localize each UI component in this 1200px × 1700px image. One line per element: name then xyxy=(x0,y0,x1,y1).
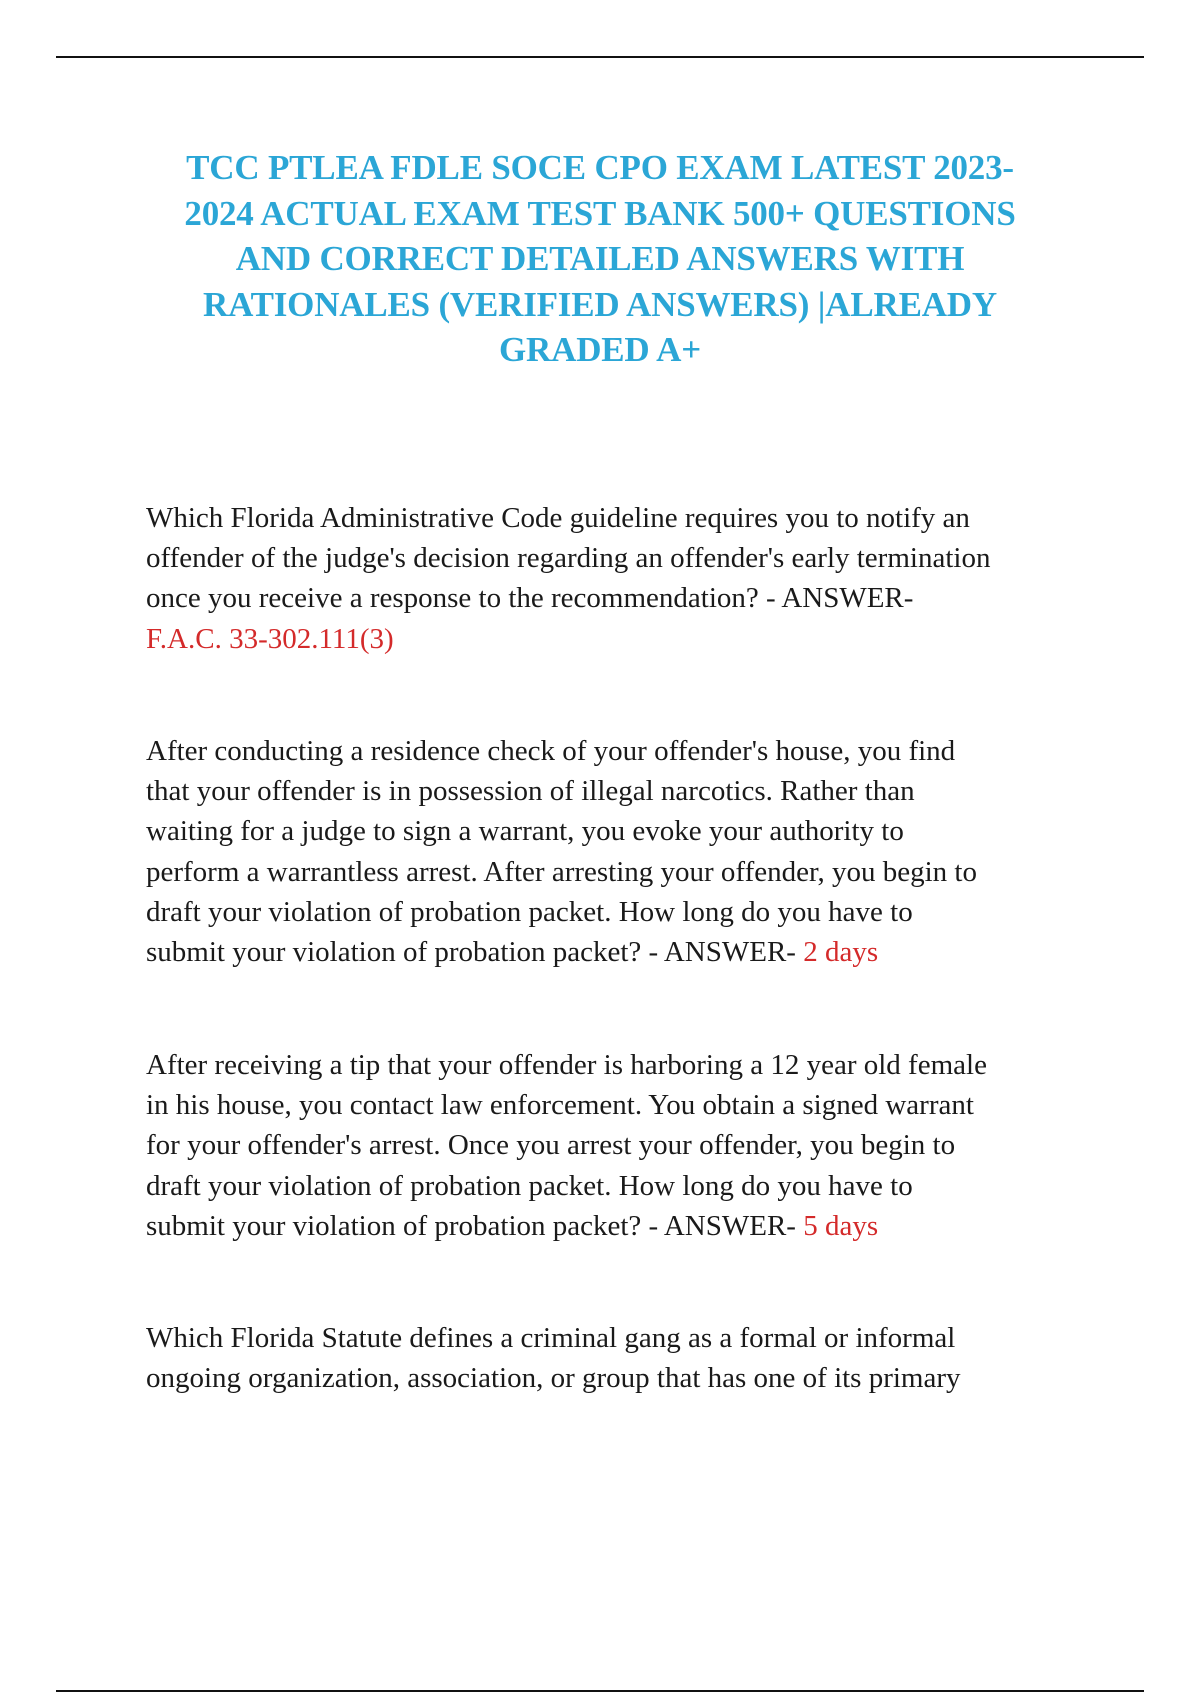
title-line-4: RATIONALES (VERIFIED ANSWERS) |ALREADY xyxy=(203,284,997,324)
question-1-line-2: offender of the judge's decision regarding an offender's early termination xyxy=(146,542,991,575)
question-4-line-2: ongoing organization, association, or group that has one of its primary xyxy=(146,1362,961,1395)
document-title xyxy=(130,145,1070,373)
title-line-5: GRADED A+ xyxy=(499,330,701,369)
question-2 xyxy=(146,731,1096,972)
answer-2: 2 days xyxy=(803,936,879,969)
question-2-line-5: draft your violation of probation packet. How long do you have to xyxy=(146,895,913,928)
question-2-line-2: that your offender is in possession of illegal narcotics. Rather than xyxy=(146,775,915,808)
bottom-rule xyxy=(56,1690,1144,1692)
question-1 xyxy=(146,498,1096,659)
question-2-line-4: perform a warrantless arrest. After arresting your offender, you begin to xyxy=(146,855,977,888)
title-line-2: 2024 ACTUAL EXAM TEST BANK 500+ QUESTIONS xyxy=(184,193,1016,233)
question-2-line-6: submit your violation of probation packet? - ANSWER- xyxy=(146,936,804,969)
question-2-line-1: After conducting a residence check of your offender's house, you find xyxy=(146,735,956,767)
question-3-line-4: draft your violation of probation packet. How long do you have to xyxy=(146,1169,913,1202)
question-1-line-3: once you receive a response to the recommendation? - ANSWER- xyxy=(146,582,914,615)
top-rule xyxy=(56,56,1144,58)
question-4-line-1: Which Florida Statute defines a criminal gang as a formal or informal xyxy=(146,1322,956,1354)
question-3 xyxy=(146,1045,1096,1246)
answer-3: 5 days xyxy=(803,1209,879,1242)
title-line-1: TCC PTLEA FDLE SOCE CPO EXAM LATEST 2023- xyxy=(186,148,1014,187)
answer-1: F.A.C. 33-302.111(3) xyxy=(146,622,394,655)
question-4 xyxy=(146,1318,1096,1398)
question-3-line-2: in his house, you contact law enforcement. You obtain a signed warrant xyxy=(146,1089,974,1122)
question-3-line-1: After receiving a tip that your offender is harboring a 12 year old female xyxy=(146,1049,987,1081)
question-3-line-5: submit your violation of probation packet? - ANSWER- xyxy=(146,1209,804,1242)
title-line-3: AND CORRECT DETAILED ANSWERS WITH xyxy=(235,239,965,278)
question-1-line-1: Which Florida Administrative Code guideline requires you to notify an xyxy=(146,502,970,534)
question-2-line-3: waiting for a judge to sign a warrant, you evoke your authority to xyxy=(146,815,904,848)
question-3-line-3: for your offender's arrest. Once you arrest your offender, you begin to xyxy=(146,1129,956,1162)
